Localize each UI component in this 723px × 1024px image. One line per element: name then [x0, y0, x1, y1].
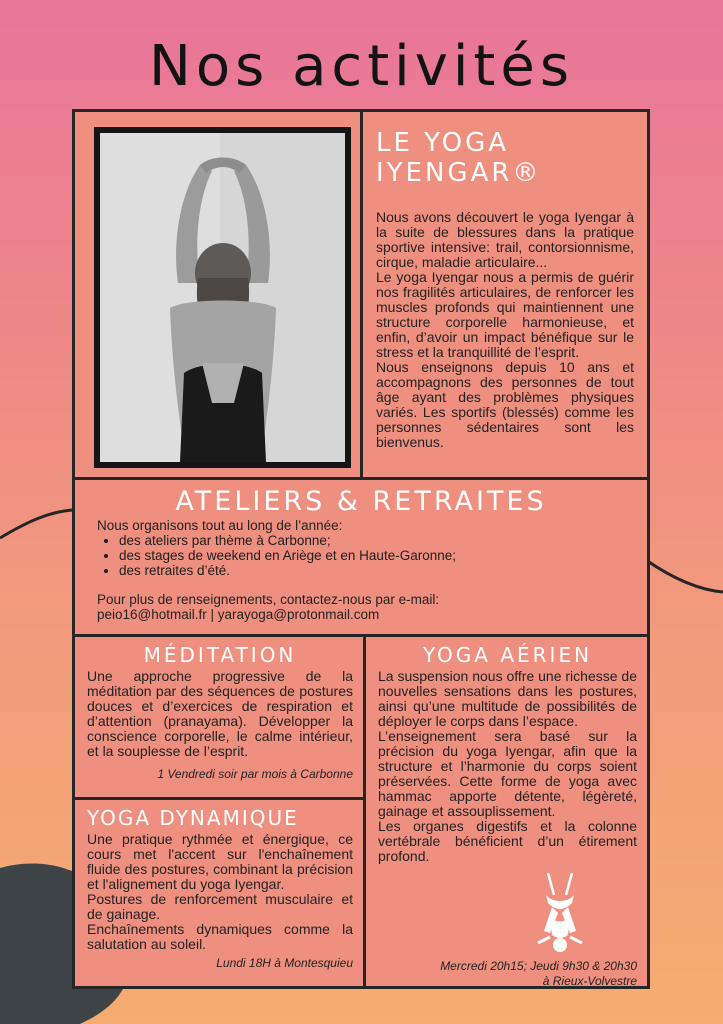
aerien-text-1: La suspension nous offre une richesse de nouvelles sensations dans les postures, ainsi qu’une multitude de possibilités de déployer le corps dans l’espace.	[378, 668, 637, 729]
iyengar-photo-box	[72, 109, 363, 480]
aerien-schedule-line1: Mercredi 20h15; Jeudi 9h30 & 20h30	[440, 959, 637, 973]
iyengar-heading-line1: LE YOGA	[376, 128, 510, 158]
aerien-heading: YOGA AÉRIEN	[422, 643, 593, 667]
meditation-schedule: 1 Vendredi soir par mois à Carbonne	[157, 767, 353, 781]
yoga-pose-photo	[94, 127, 351, 468]
ateliers-list	[97, 533, 625, 578]
ateliers-box	[72, 477, 650, 637]
dynamique-text-2: Postures de renforcement musculaire et de gainage.	[87, 891, 353, 922]
iyengar-paragraph-1: Nous avons découvert le yoga Iyengar à la suite de blessures dans la pratique sportive intensive: trail, contorsionnisme, cirque, maladie articulaire...	[376, 209, 634, 270]
dynamique-text-3: Enchaînements dynamiques comme la salutation au soleil.	[87, 921, 353, 952]
page-title: Nos activités	[148, 34, 575, 99]
aerial-yoga-icon	[528, 873, 592, 955]
aerien-schedule	[440, 959, 637, 989]
aerien-schedule-line2: à Rieux-Volvestre	[542, 974, 637, 988]
iyengar-paragraph-3: Nous enseignons depuis 10 ans et accompagnons des personnes de tout âge ayant des problèmes physiques variés. Les sportifs (blessés) comme les personnes sédentaires sont les bienvenus.	[376, 359, 634, 450]
dynamique-heading: YOGA DYNAMIQUE	[87, 806, 299, 830]
woman-stretching-illustration	[100, 133, 345, 462]
dynamique-schedule: Lundi 18H à Montesquieu	[216, 956, 353, 970]
aerien-text-2: L’enseignement sera basé sur la précision du yoga Iyengar, afin que la structure et l’harmonie du corps soient préservées. Cette forme de yoga avec hammac apporte détente, légèreté, gainage et assouplissement.	[378, 728, 637, 819]
iyengar-paragraph-2: Le yoga Iyengar nous a permis de guérir nos fragilités articulaires, de renforcer les muscles profonds qui maintiennent une structure corporelle harmonieuse, et enfin, d’avoir un impact bénéfique sur le stress et la tranquillité de l’esprit.	[376, 269, 634, 360]
meditation-text: Une approche progressive de la méditation par des séquences de postures douces et d’exercices de respiration et d’attention (pranayama). Développer la conscience corporelle, le calme intérieur, et la souplesse de l’esprit.	[87, 668, 353, 759]
aerien-box	[363, 634, 650, 989]
meditation-heading: MÉDITATION	[143, 643, 297, 667]
list-item: • des stages de weekend en Ariège et en Haute-Garonne;	[119, 548, 625, 563]
list-item: • des retraites d’été.	[119, 563, 625, 578]
dynamique-text-1: Une pratique rythmée et énergique, ce cours met l'accent sur l'enchaînement fluide des postures, combinant la précision et l'alignement du yoga Iyengar.	[87, 831, 353, 892]
ateliers-contact-line: Pour plus de renseignements, contactez-nous par e-mail:	[97, 592, 440, 607]
list-item: • des ateliers par thème à Carbonne;	[119, 533, 625, 548]
dynamique-box	[72, 797, 366, 989]
iyengar-heading	[376, 128, 634, 188]
ateliers-intro: Nous organisons tout au long de l’année:	[97, 518, 343, 533]
aerien-text-3: Les organes digestifs et la colonne vertébrale bénéficient d’un étirement profond.	[378, 818, 637, 864]
iyengar-text-box	[360, 109, 650, 480]
meditation-box	[72, 634, 366, 800]
ateliers-emails[interactable]: peio16@hotmail.fr | yarayoga@protonmail.com	[97, 607, 380, 622]
ateliers-heading: ATELIERS & RETRAITES	[175, 486, 547, 517]
iyengar-heading-line2: IYENGAR®	[376, 158, 542, 188]
